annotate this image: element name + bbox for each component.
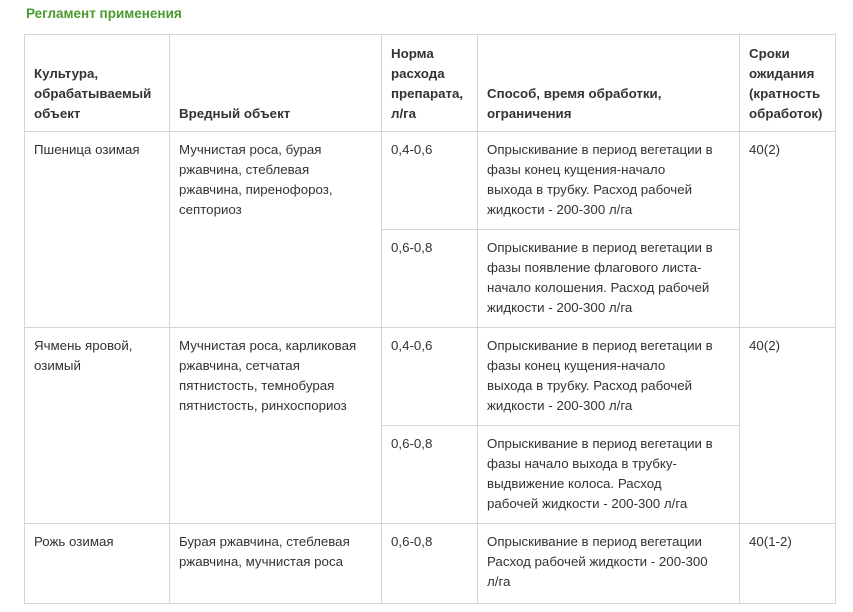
method-cell: Опрыскивание в период вегетации в фазы конец кущения-начало выхода в трубку. Расход рабочей жидкости - 200-300 л/га [478,132,740,230]
pest-cell: Мучнистая роса, бурая ржавчина, стеблевая ржавчина, пиренофороз, септориоз [170,132,382,328]
table-row [25,524,836,604]
rate-cell: 0,6-0,8 [382,524,478,604]
rate-cell: 0,6-0,8 [382,230,478,328]
rate-cell: 0,4-0,6 [382,132,478,230]
table-header-row [25,35,836,132]
method-cell: Опрыскивание в период вегетации в фазы конец кущения-начало выхода в трубку. Расход рабочей жидкости - 200-300 л/га [478,328,740,426]
header-method: Способ, время обработки, ограничения [478,35,740,132]
method-cell: Опрыскивание в период вегетации в фазы появление флагового листа- начало колошения. Расход рабочей жидкости - 200-300 л/га [478,230,740,328]
pest-cell: Бурая ржавчина, стеблевая ржавчина, мучнистая роса [170,524,382,604]
header-rate: Норма расхода препарата, л/га [382,35,478,132]
section-title: Регламент применения [26,6,182,21]
rate-cell: 0,6-0,8 [382,426,478,524]
header-wait-period: Сроки ожидания (кратность обработок) [740,35,836,132]
table-row [25,132,836,230]
culture-cell: Ячмень яровой, озимый [25,328,170,524]
culture-cell: Пшеница озимая [25,132,170,328]
header-culture: Культура, обрабатываемый объект [25,35,170,132]
culture-cell: Рожь озимая [25,524,170,604]
wait-period-cell: 40(1-2) [740,524,836,604]
wait-period-cell: 40(2) [740,132,836,328]
method-cell: Опрыскивание в период вегетации в фазы начало выхода в трубку- выдвижение колоса. Расход рабочей жидкости - 200-300 л/га [478,426,740,524]
table-row [25,328,836,426]
application-regulation-table [24,34,836,604]
header-pest: Вредный объект [170,35,382,132]
pest-cell: Мучнистая роса, карликовая ржавчина, сетчатая пятнистость, темнобурая пятнистость, ринхоспориоз [170,328,382,524]
method-cell: Опрыскивание в период вегетации Расход рабочей жидкости - 200-300 л/га [478,524,740,604]
wait-period-cell: 40(2) [740,328,836,524]
rate-cell: 0,4-0,6 [382,328,478,426]
